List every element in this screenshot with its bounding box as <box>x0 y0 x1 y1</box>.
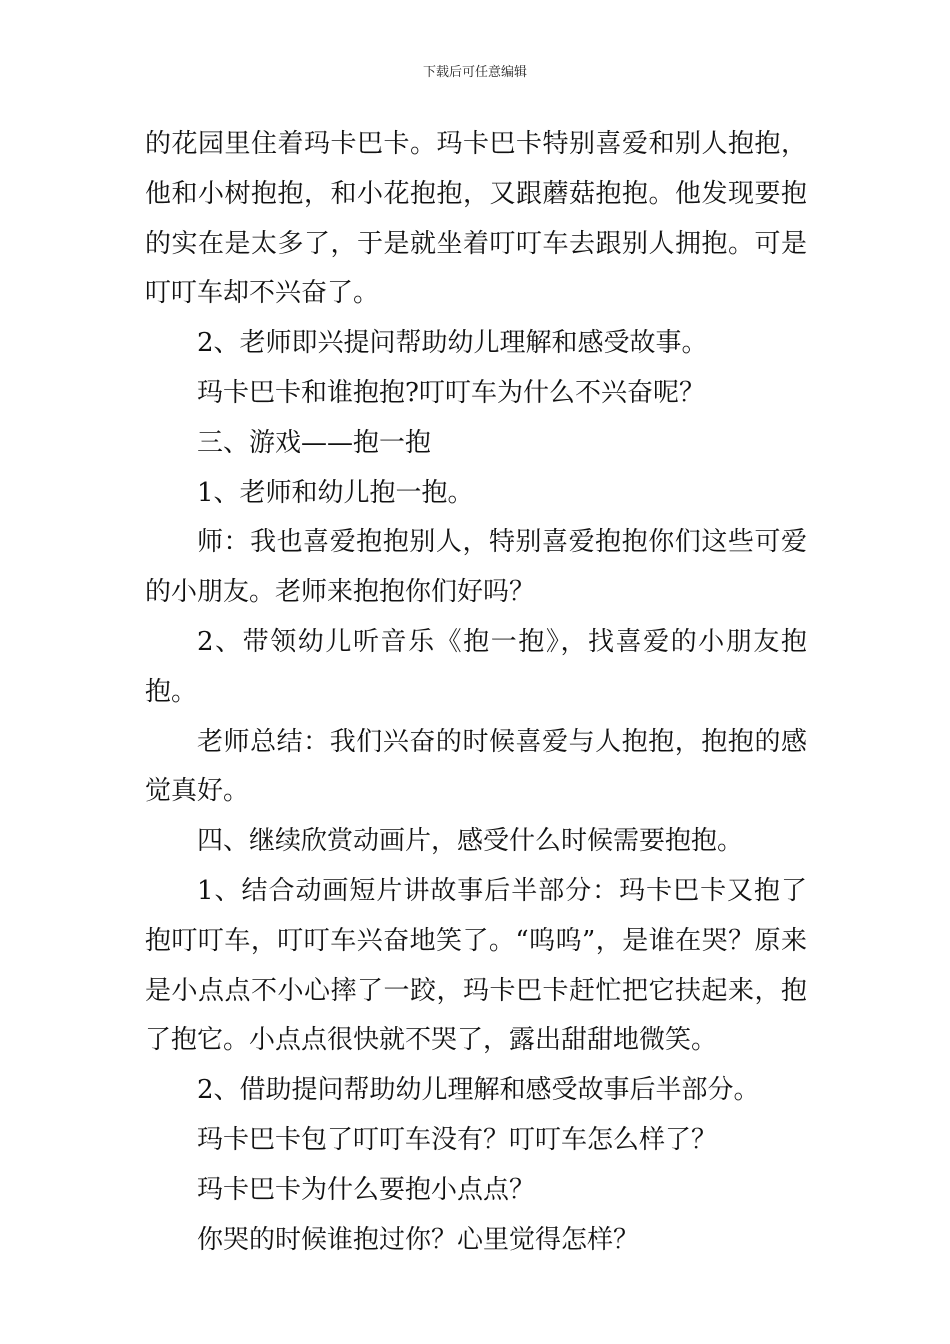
paragraph-question-hug-who: 玛卡巴卡和谁抱抱?叮叮车为什么不兴奋呢？ <box>197 377 705 408</box>
paragraph-teacher-speech: 师：我也喜爱抱抱别人，特别喜爱抱抱你们这些可爱的小朋友。老师来抱抱你们好吗？ <box>145 527 807 608</box>
paragraph-step-2-music: 2、带领幼儿听音乐《抱一抱》，找喜爱的小朋友抱抱。 <box>145 626 807 707</box>
paragraph-step-2-questions: 2、老师即兴提问帮助幼儿理解和感受故事。 <box>197 328 708 359</box>
document-body <box>145 120 807 1265</box>
paragraph-story-second-half: 1、结合动画短片讲故事后半部分：玛卡巴卡又抱了抱叮叮车，叮叮车兴奋地笑了。“呜呜”，是谁在哭？原来是小点点不小心摔了一跤，玛卡巴卡赶忙把它扶起来，抱了抱它。小点点很快就不哭了，露出甜甜地微笑。 <box>145 875 807 1056</box>
paragraph-question-why-hug: 玛卡巴卡为什么要抱小点点？ <box>197 1174 536 1205</box>
section-heading-animation: 四、继续欣赏动画片，感受什么时候需要抱抱。 <box>197 826 744 857</box>
paragraph-question-who-hugged-you: 你哭的时候谁抱过你？心里觉得怎样？ <box>197 1224 640 1255</box>
section-heading-game: 三、游戏——抱一抱 <box>197 427 432 458</box>
page-header: 下载后可任意编辑 <box>422 65 527 80</box>
paragraph-story-continuation: 的花园里住着玛卡巴卡。玛卡巴卡特别喜爱和别人抱抱，他和小树抱抱，和小花抱抱，又跟蘑菇抱抱。他发现要抱的实在是太多了，于是就坐着叮叮车去跟别人拥抱。可是叮叮车却不兴奋了。 <box>145 129 807 309</box>
paragraph-step-1-hug: 1、老师和幼儿抱一抱。 <box>197 477 474 508</box>
paragraph-step-2-second-half: 2、借助提问帮助幼儿理解和感受故事后半部分。 <box>197 1075 760 1106</box>
paragraph-question-dingding: 玛卡巴卡包了叮叮车没有？叮叮车怎么样了？ <box>197 1124 718 1155</box>
paragraph-teacher-summary: 老师总结：我们兴奋的时候喜爱与人抱抱，抱抱的感觉真好。 <box>145 726 807 807</box>
